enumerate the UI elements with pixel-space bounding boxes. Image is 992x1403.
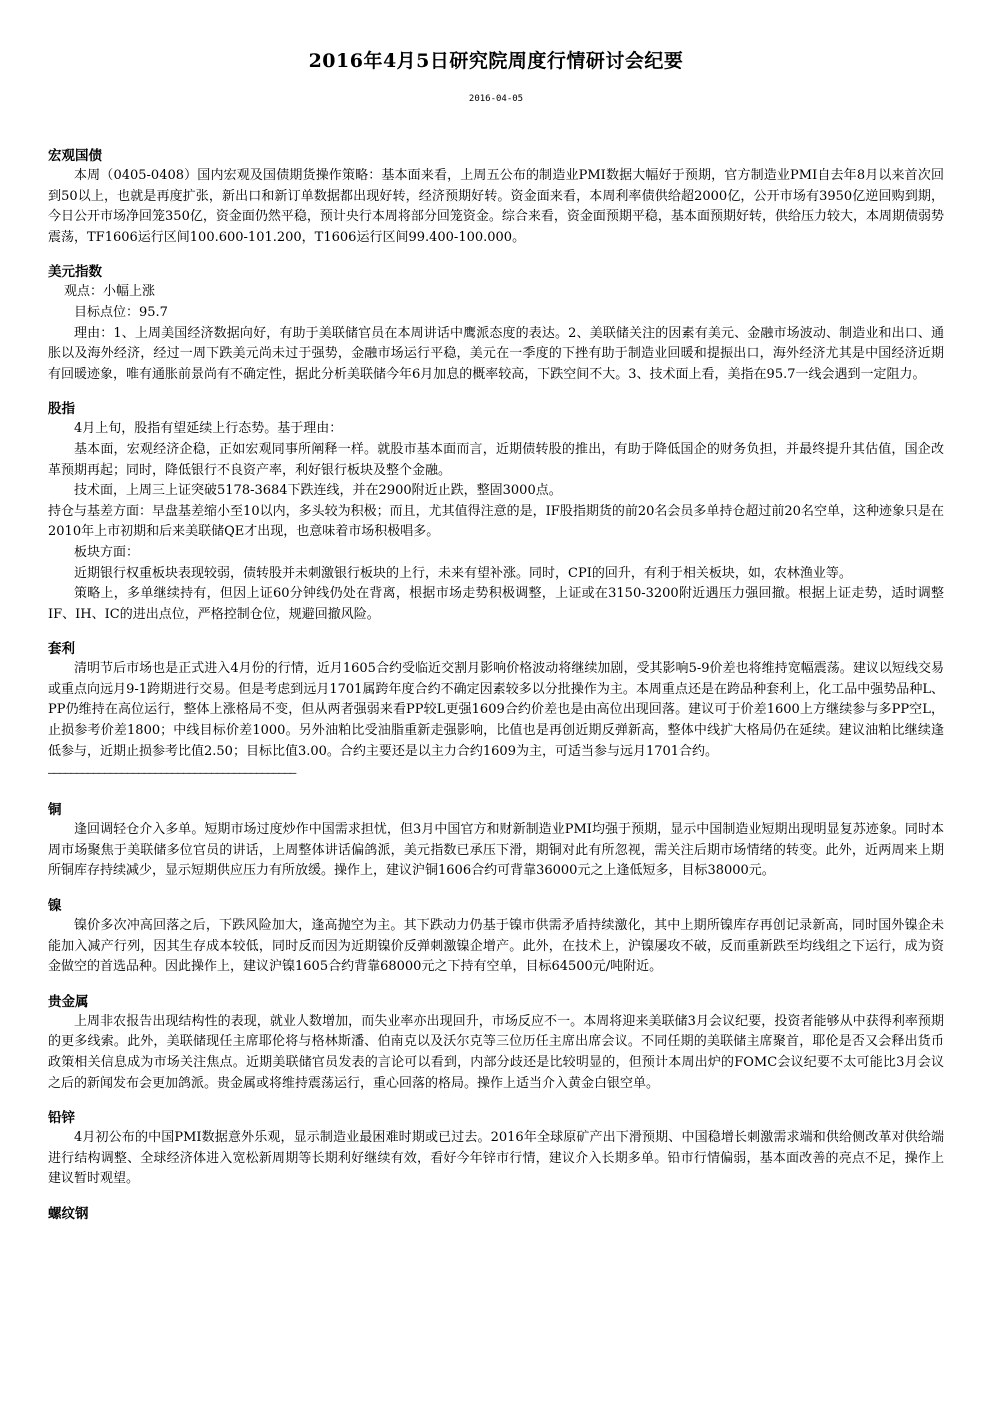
section-heading: 镍 [48, 898, 62, 915]
section-lead-zinc [48, 1108, 944, 1190]
section-heading: 宏观国债 [48, 148, 102, 164]
paragraph: 基本面，宏观经济企稳，正如宏观同事所阐释一样。就股市基本面而言，近期债转股的推出，有助于降低国企的财务负担，并最终提升其估值，国企改革预期再起；同时，降低银行不良资产率，利好银行板块及整个金融。 [48, 441, 944, 478]
paragraph: 技术面，上周三上证突破5178-3684下跌连线，并在2900附近止跌，整固3000点。 [74, 483, 562, 499]
section-rebar [48, 1204, 944, 1224]
paragraph: 上周非农报告出现结构性的表现，就业人数增加，而失业率亦出现回升，市场反应不一。本周将迎来美联储3月会议纪要，投资者能够从中获得利率预期的更多线索。此外，美联储现任主席耶伦将与格林斯潘、伯南克以及沃尔克等三位历任主席出席会议。不同任期的美联储主席聚首，耶伦是否又会释出货币政策相关信息成为市场关注焦点。近期美联储官员发表的言论可以看到，内部分歧还是比较明显的，但预计本周出炉的FOMC会议纪要不太可能比3月会议之后的新闻发布会更加鸽派。贵金属或将维持震荡运行，重心回落的格局。操作上适当介入黄金白银空单。 [48, 1013, 944, 1091]
view-line: 观点：小幅上涨 [64, 284, 156, 300]
section-heading: 螺纹钢 [48, 1205, 89, 1222]
paragraph: 逢回调轻仓介入多单。短期市场过度炒作中国需求担忧，但3月中国官方和财新制造业PMI均强于预期，显示中国制造业短期出现明显复苏迹象。同时本周市场聚焦于美联储多位官员的讲话，上周整体讲话偏鸽派，美元指数已承压下滑，期铜对此有所忽视，需关注后期市场情绪的转变。此外，近两周来上期所铜库存持续减少，显示短期供应压力有所放缓。操作上，建议沪铜1606合约可背靠36000元之上逢低短多，目标38000元。 [48, 822, 944, 879]
section-stock-index [48, 399, 944, 625]
section-heading: 美元指数 [48, 264, 102, 281]
paragraph: 持仓与基差方面：早盘基差缩小至10以内，多头较为积极；而且，尤其值得注意的是，IF股指期货的前20名会员多单持仓超过前20名空单，这种迹象只是在2010年上市初期和后来美联储QE才出现，也意味着市场积极唱多。 [48, 503, 944, 540]
document-title: 2016年4月5日研究院周度行情研讨会纪要 [308, 50, 684, 72]
section-precious-metals [48, 992, 944, 1094]
paragraph: 策略上，多单继续持有，但因上证60分钟线仍处在背离，根据市场走势积极调整，上证或在3150-3200附近遇压力强回撤。根据上证走势，适时调整IF、IH、IC的进出点位，严格控制仓位，规避回撤风险。 [48, 586, 944, 622]
paragraph: 镍价多次冲高回落之后，下跌风险加大，逢高抛空为主。其下跌动力仍基于镍市供需矛盾持续激化，其中上期所镍库存再创记录新高，同时国外镍企未能加入减产行列，因其生存成本较低，同时反而因为近期镍价反弹刺激镍企增产。此外，在技术上，沪镍屡攻不破，反而重新跌至均线组之下运行，成为资金做空的首选品种。因此操作上，建议沪镍1605合约背靠68000元之下持有空单，目标64500元/吨附近。 [48, 918, 944, 975]
section-usd-index [48, 262, 944, 385]
section-heading: 套利 [48, 641, 75, 658]
section-nickel [48, 896, 944, 978]
document-body [48, 146, 944, 1238]
paragraph: 4月上旬，股指有望延续上行态势。基于理由： [74, 421, 343, 437]
paragraph: 板块方面： [74, 544, 140, 560]
paragraph: 理由：1、上周美国经济数据向好，有助于美联储官员在本周讲话中鹰派态度的表达。2、美联储关注的因素有美元、金融市场波动、制造业和出口、通胀以及海外经济，经过一周下跌美元尚未过于强势，金融市场运行平稳，美元在一季度的下挫有助于制造业回暖和提振出口，海外经济尤其是中国经济近期有回暖迹象，唯有通胀前景尚有不确定性，据此分析美联储今年6月加息的概率较高，下跌空间不大。3、技术面上看，美指在95.7一线会遇到一定阻力。 [48, 325, 944, 382]
section-macro [48, 146, 944, 248]
section-heading: 铜 [48, 802, 62, 819]
paragraph: 近期银行权重板块表现较弱，债转股并未刺激银行板块的上行，未来有望补涨。同时，CPI的回升，有利于相关板块，如，农林渔业等。 [74, 565, 852, 581]
section-copper [48, 800, 944, 882]
paragraph: 4月初公布的中国PMI数据意外乐观，显示制造业最困难时期或已过去。2016年全球原矿产出下滑预期、中国稳增长刺激需求端和供给侧改革对供给端进行结构调整、全球经济体进入宽松新周期等长期利好继续有效，看好今年锌市行情，建议介入长期多单。铅市行情偏弱，基本面改善的亮点不足，操作上建议暂时观望。 [48, 1130, 944, 1187]
section-arbitrage [48, 639, 944, 762]
paragraph: 清明节后市场也是正式进入4月份的行情，近月1605合约受临近交割月影响价格波动将继续加剧，受其影响5-9价差也将维持宽幅震荡。建议以短线交易或重点向远月9-1跨期进行交易。但是考虑到远月1701属跨年度合约不确定因素较多以分批操作为主。本周重点还是在跨品种套利上，化工品中强势品种L、PP仍维持在高位运行，整体上涨格局不变，但从两者强弱来看PP较L更强1609合约价差也是由高位出现回落。建议可于价差1600上方继续参与多PP空L，止损参考价差1800；中线目标价差1000。另外油粕比受油脂重新走强影响，比值也是再创近期反弹新高，整体中线扩大格局仍在延续。建议油粕比继续逢低参与，近期止损参考比值2.50；目标比值3.00。合约主要还是以主力合约1609为主，可适当参与远月1701合约。 [48, 661, 944, 759]
section-heading: 贵金属 [48, 993, 89, 1010]
section-heading: 铅锌 [48, 1110, 75, 1127]
paragraph: 本周（0405-0408）国内宏观及国债期货操作策略：基本面来看，上周五公布的制造业PMI数据大幅好于预期，官方制造业PMI自去年8月以来首次回到50以上，也就是再度扩张，新出口和新订单数据都出现好转，经济预期好转。资金面来看，本周利率债供给超2000亿，公开市场有3950亿逆回购到期，今日公开市场净回笼350亿，资金面仍然平稳，预计央行本周将部分回笼资金。综合来看，资金面预期平稳，基本面预期好转，供给压力较大，本周期债弱势震荡，TF1606运行区间100.600-101.200，T1606运行区间99.400-100.000。 [48, 168, 944, 245]
target-line: 目标点位：95.7 [74, 304, 168, 320]
document-date: 2016-04-05 [468, 94, 524, 104]
section-heading: 股指 [48, 401, 75, 418]
section-divider: ———————————————————————————————————————————— [48, 766, 296, 780]
